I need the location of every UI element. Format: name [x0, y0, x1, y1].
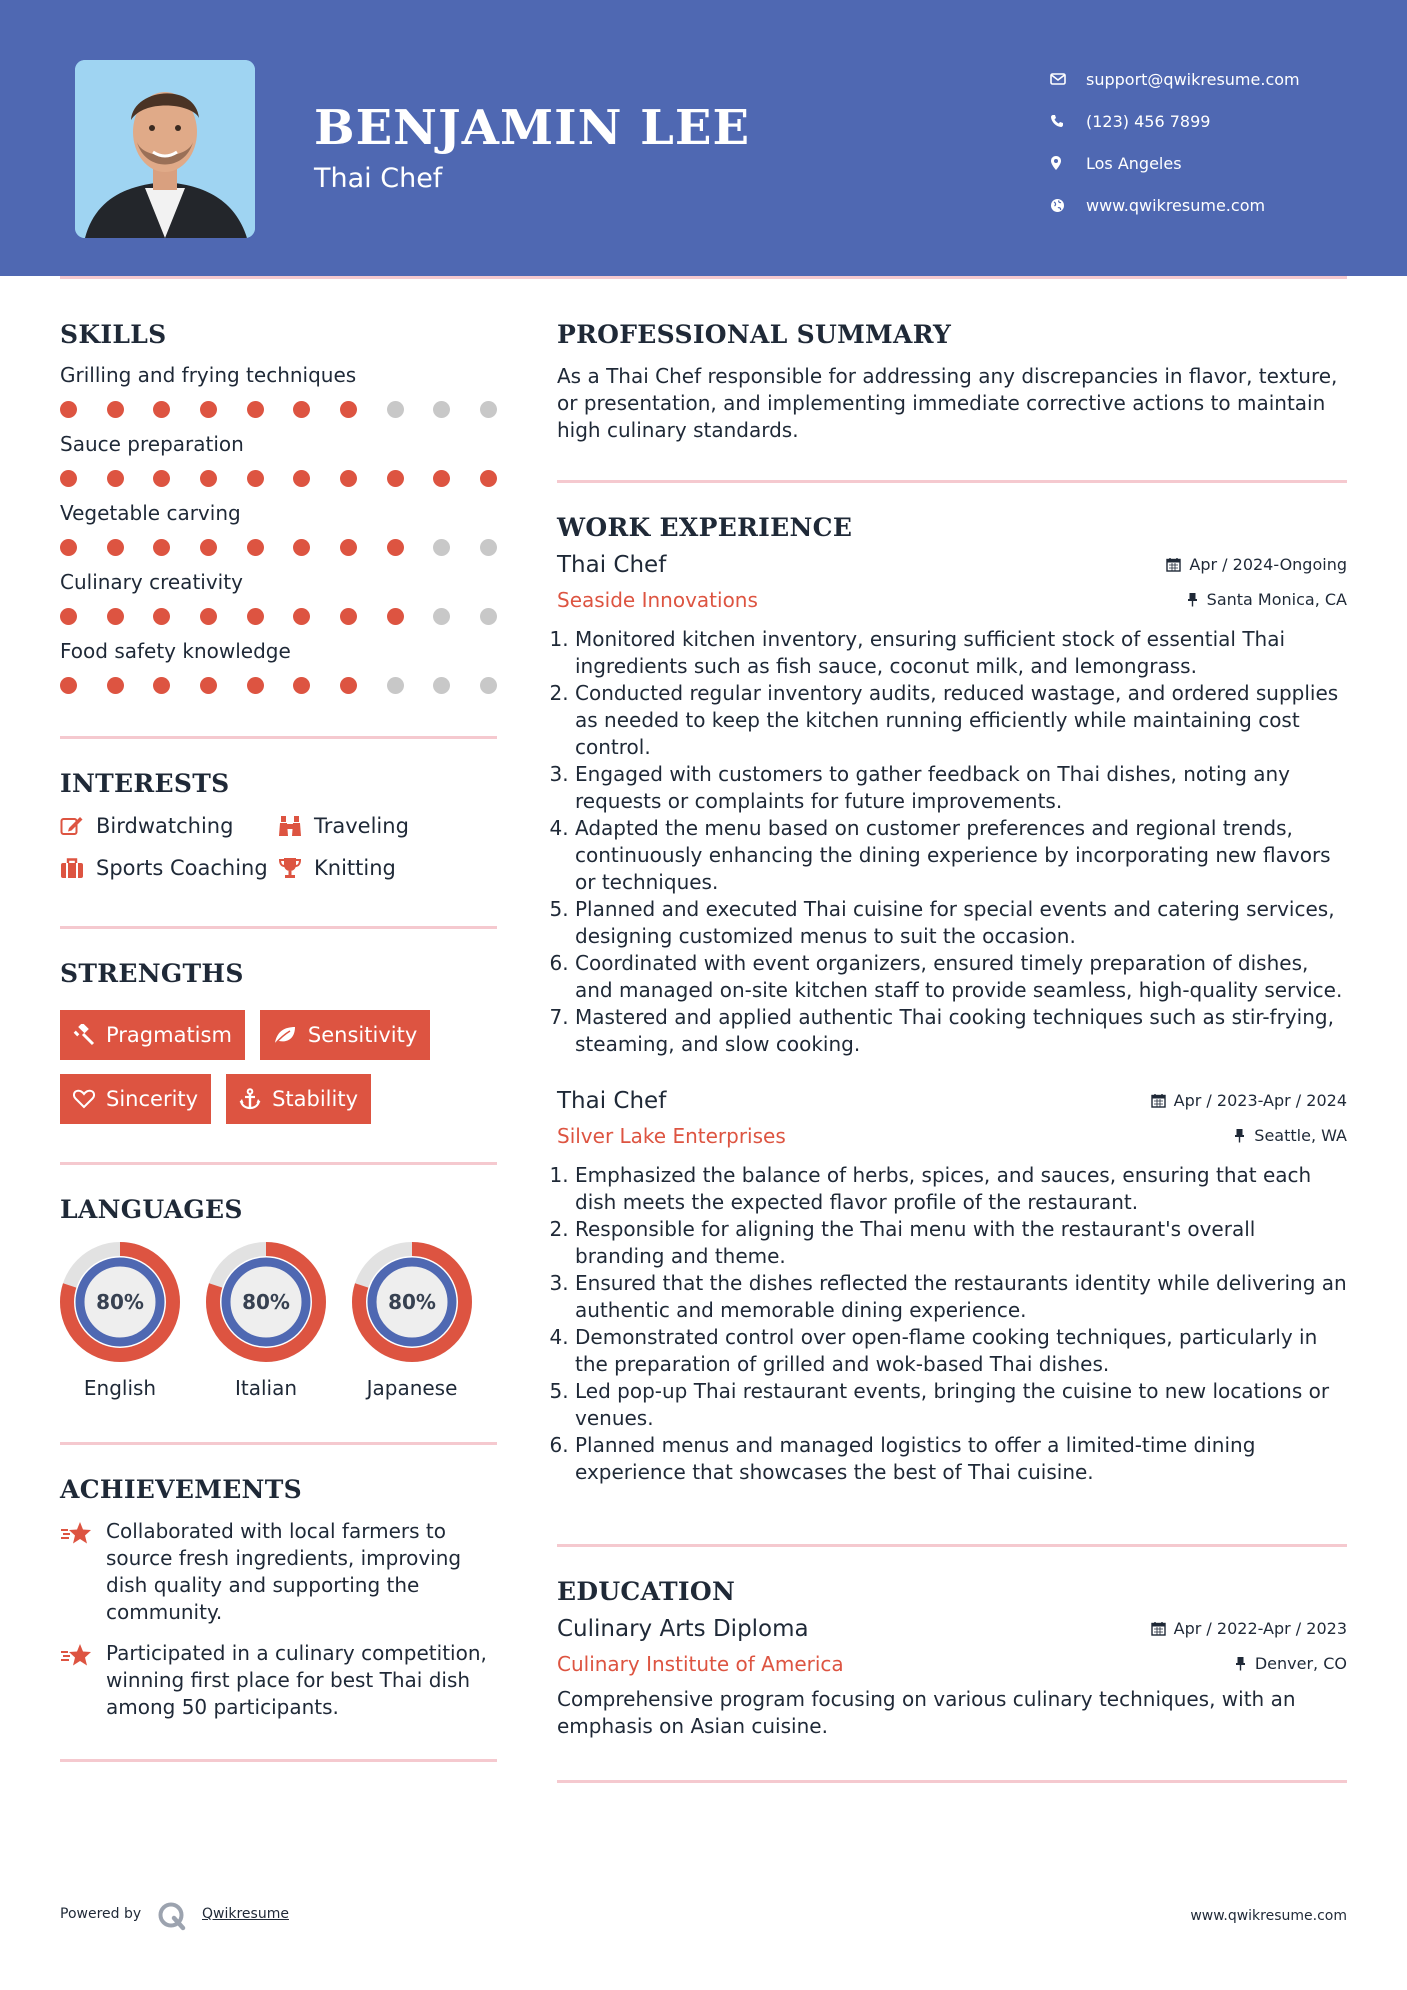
strength-label: Sensitivity	[307, 1023, 418, 1047]
rating-dot-filled	[387, 608, 404, 625]
contact-phone-text: (123) 456 7899	[1086, 111, 1211, 131]
responsibility-item: 5. Led pop-up Thai restaurant events, bringing the cuisine to new locations or venues.	[575, 1378, 1347, 1432]
rating-dot-empty	[387, 401, 404, 418]
rating-dot-filled	[60, 677, 77, 694]
interest-item	[278, 856, 497, 880]
strength-label: Pragmatism	[106, 1023, 232, 1047]
rating-dot-filled	[293, 677, 310, 694]
school-name: Culinary Institute of America	[557, 1652, 844, 1676]
strength-label: Stability	[272, 1087, 359, 1111]
candidate-name: BENJAMIN LEE	[314, 100, 751, 156]
rating-dot-filled	[200, 401, 217, 418]
heart-icon	[73, 1089, 95, 1109]
job-entry	[557, 552, 1347, 1058]
responsibility-item: 2. Responsible for aligning the Thai menu with the restaurant's overall branding and theme.	[575, 1216, 1347, 1270]
pushpin-icon	[1234, 1128, 1245, 1143]
achievements-list	[60, 1518, 497, 1721]
phone-icon	[1050, 114, 1086, 128]
leaf-icon	[273, 1025, 297, 1045]
rating-dot-filled	[247, 401, 264, 418]
language-name: English	[83, 1376, 157, 1400]
jobs-list	[557, 552, 1347, 1486]
resume-header	[0, 0, 1407, 276]
section-divider	[60, 1442, 497, 1445]
section-divider	[557, 1780, 1347, 1783]
rating-dot-filled	[293, 401, 310, 418]
summary-text: As a Thai Chef responsible for addressing any discrepancies in flavor, texture, or presentation, and implementing immediate corrective actions to maintain high culinary standards.	[557, 364, 1338, 442]
language-name: Italian	[234, 1376, 298, 1400]
skill-rating	[60, 470, 497, 487]
education-description: Comprehensive program focusing on various culinary techniques, with an emphasis on Asian cuisine.	[557, 1687, 1296, 1738]
rating-dot-filled	[387, 539, 404, 556]
footer-url[interactable]: www.qwikresume.com	[1190, 1908, 1347, 1924]
responsibility-item: 4. Demonstrated control over open-flame cooking techniques, particularly in the preparation of grilled and wok-based Thai dishes.	[575, 1324, 1347, 1378]
responsibility-item: 6. Planned menus and managed logistics to offer a limited-time dining experience that showcases the best of Thai cuisine.	[575, 1432, 1347, 1486]
section-divider	[557, 1544, 1347, 1547]
gavel-icon	[73, 1024, 95, 1046]
achievement-text: Collaborated with local farmers to source fresh ingredients, improving dish quality and supporting the community.	[106, 1519, 462, 1624]
rating-dot-filled	[247, 539, 264, 556]
education-location-text: Denver, CO	[1254, 1654, 1347, 1673]
anchor-icon	[239, 1088, 261, 1110]
rating-dot-empty	[480, 608, 497, 625]
language-item	[352, 1242, 472, 1400]
responsibility-item: 7. Mastered and applied authentic Thai cooking techniques such as stir-frying, steaming, and slow cooking.	[575, 1004, 1347, 1058]
language-item	[206, 1242, 326, 1400]
rating-dot-filled	[107, 677, 124, 694]
candidate-title: Thai Chef	[314, 163, 443, 194]
rating-dot-filled	[60, 608, 77, 625]
contact-website-text: www.qwikresume.com	[1086, 195, 1266, 215]
rating-dot-filled	[247, 470, 264, 487]
powered-by-text: Powered by	[60, 1906, 142, 1922]
company-name: Silver Lake Enterprises	[557, 1124, 786, 1148]
strengths-list	[60, 1010, 497, 1124]
rating-dot-filled	[340, 470, 357, 487]
language-percent: 80%	[242, 1290, 290, 1314]
interest-label: Birdwatching	[96, 814, 234, 838]
calendar-icon	[1151, 1621, 1166, 1636]
responsibility-item: 4. Adapted the menu based on customer preferences and regional trends, continuously enhancing the dining experience by incorporating new flavors or techniques.	[575, 815, 1347, 896]
skill-rating	[60, 539, 497, 556]
achievement-text: Participated in a culinary competition, winning first place for best Thai dish among 50 participants.	[106, 1641, 487, 1719]
section-divider	[557, 480, 1347, 483]
education-location	[1235, 1654, 1347, 1673]
binoculars-icon	[278, 815, 314, 837]
job-date	[1151, 1091, 1347, 1110]
job-entry	[557, 1088, 1347, 1486]
rating-dot-filled	[480, 470, 497, 487]
language-proficiency-ring	[352, 1242, 472, 1362]
rating-dot-filled	[200, 608, 217, 625]
education-heading: EDUCATION	[557, 1577, 736, 1606]
skill-name: Culinary creativity	[60, 570, 243, 594]
strength-badge	[260, 1010, 430, 1060]
strengths-heading: STRENGTHS	[60, 959, 244, 988]
rating-dot-filled	[200, 470, 217, 487]
calendar-icon	[1166, 557, 1181, 572]
rating-dot-empty	[433, 608, 450, 625]
languages-heading: LANGUAGES	[60, 1195, 243, 1224]
responsibility-item: 2. Conducted regular inventory audits, reduced wastage, and ordered supplies as needed to keep the kitchen running efficiently while maintaining cost control.	[575, 680, 1347, 761]
achievement-item	[60, 1640, 497, 1721]
rating-dot-filled	[153, 677, 170, 694]
section-divider	[60, 1759, 497, 1762]
brand-link[interactable]: Qwikresume	[202, 1906, 289, 1922]
rating-dot-filled	[340, 677, 357, 694]
pencil-icon	[60, 815, 96, 837]
rating-dot-filled	[153, 470, 170, 487]
rating-dot-empty	[387, 677, 404, 694]
star-icon	[60, 1518, 106, 1626]
rating-dot-filled	[293, 539, 310, 556]
job-date	[1166, 555, 1347, 574]
language-percent: 80%	[388, 1290, 436, 1314]
achievements-heading: ACHIEVEMENTS	[60, 1475, 302, 1504]
trophy-icon	[278, 857, 314, 879]
rating-dot-filled	[60, 539, 77, 556]
left-column	[60, 320, 497, 1762]
job-title: Thai Chef	[557, 552, 667, 578]
rating-dot-filled	[387, 470, 404, 487]
page-footer	[60, 1900, 1347, 1930]
languages-list	[60, 1242, 497, 1400]
right-column	[557, 320, 1347, 1783]
job-date-text: Apr / 2023-Apr / 2024	[1173, 1091, 1347, 1110]
skill-rating	[60, 677, 497, 694]
strength-badge	[60, 1074, 211, 1124]
company-name: Seaside Innovations	[557, 588, 758, 612]
skill-rating	[60, 401, 497, 418]
contact-location	[1050, 142, 1370, 184]
language-proficiency-ring	[206, 1242, 326, 1362]
header-divider	[60, 276, 1347, 279]
contact-email[interactable]	[1050, 58, 1370, 100]
rating-dot-filled	[107, 470, 124, 487]
contact-phone[interactable]	[1050, 100, 1370, 142]
strength-label: Sincerity	[106, 1087, 199, 1111]
interest-label: Knitting	[314, 856, 396, 880]
interest-item	[60, 856, 278, 880]
envelope-icon	[1050, 72, 1086, 86]
skill-rating	[60, 608, 497, 625]
job-date-text: Apr / 2024-Ongoing	[1189, 555, 1347, 574]
language-proficiency-ring	[60, 1242, 180, 1362]
rating-dot-filled	[200, 677, 217, 694]
briefcase-icon	[60, 857, 96, 879]
responsibility-item: 6. Coordinated with event organizers, ensured timely preparation of dishes, and managed on-site kitchen staff to provide seamless, high-quality service.	[575, 950, 1347, 1004]
rating-dot-filled	[340, 401, 357, 418]
rating-dot-empty	[480, 677, 497, 694]
job-title: Thai Chef	[557, 1088, 667, 1114]
rating-dot-filled	[433, 470, 450, 487]
map-pin-icon	[1050, 155, 1086, 171]
rating-dot-empty	[433, 539, 450, 556]
rating-dot-filled	[247, 608, 264, 625]
responsibility-item: 1. Emphasized the balance of herbs, spices, and sauces, ensuring that each dish meets the expected flavor profile of the restaurant.	[575, 1162, 1347, 1216]
section-divider	[60, 1162, 497, 1165]
rating-dot-filled	[153, 539, 170, 556]
rating-dot-filled	[153, 608, 170, 625]
skill-name: Grilling and frying techniques	[60, 363, 357, 387]
job-location	[1187, 590, 1347, 609]
job-location-text: Seattle, WA	[1254, 1126, 1347, 1145]
section-divider	[60, 736, 497, 739]
job-location	[1234, 1126, 1347, 1145]
interest-item	[60, 814, 278, 838]
skills-heading: SKILLS	[60, 320, 167, 349]
profile-photo	[75, 60, 255, 238]
rating-dot-filled	[107, 539, 124, 556]
job-location-text: Santa Monica, CA	[1206, 590, 1347, 609]
rating-dot-filled	[60, 401, 77, 418]
rating-dot-filled	[107, 608, 124, 625]
summary-heading: PROFESSIONAL SUMMARY	[557, 320, 952, 349]
skill-name: Food safety knowledge	[60, 639, 291, 663]
rating-dot-empty	[480, 401, 497, 418]
job-responsibilities	[557, 1162, 1347, 1486]
rating-dot-filled	[247, 677, 264, 694]
rating-dot-empty	[480, 539, 497, 556]
degree-title: Culinary Arts Diploma	[557, 1616, 809, 1642]
pushpin-icon	[1187, 592, 1198, 607]
strength-badge	[226, 1074, 371, 1124]
contact-email-text: support@qwikresume.com	[1086, 69, 1300, 89]
skill-name: Sauce preparation	[60, 432, 244, 456]
education-date	[1151, 1619, 1347, 1638]
experience-heading: WORK EXPERIENCE	[557, 513, 853, 542]
rating-dot-filled	[293, 608, 310, 625]
rating-dot-filled	[293, 470, 310, 487]
interest-label: Sports Coaching	[96, 856, 268, 880]
rating-dot-filled	[200, 539, 217, 556]
qwikresume-logo-icon	[156, 1900, 188, 1936]
contact-list	[1050, 58, 1370, 226]
interests-list	[60, 814, 497, 880]
responsibility-item: 3. Engaged with customers to gather feedback on Thai dishes, noting any requests or complaints for future improvements.	[575, 761, 1347, 815]
language-name: Japanese	[366, 1376, 458, 1400]
job-responsibilities	[557, 626, 1347, 1058]
contact-website[interactable]	[1050, 184, 1370, 226]
responsibility-item: 1. Monitored kitchen inventory, ensuring sufficient stock of essential Thai ingredients such as fish sauce, coconut milk, and lemongrass.	[575, 626, 1347, 680]
rating-dot-filled	[340, 539, 357, 556]
language-item	[60, 1242, 180, 1400]
calendar-icon	[1151, 1093, 1166, 1108]
rating-dot-empty	[433, 677, 450, 694]
education-entry	[557, 1616, 1347, 1740]
interest-item	[278, 814, 497, 838]
rating-dot-filled	[340, 608, 357, 625]
star-icon	[60, 1640, 106, 1721]
interest-label: Traveling	[314, 814, 409, 838]
interests-heading: INTERESTS	[60, 769, 230, 798]
achievement-item	[60, 1518, 497, 1626]
education-date-text: Apr / 2022-Apr / 2023	[1173, 1619, 1347, 1638]
section-divider	[60, 926, 497, 929]
responsibility-item: 5. Planned and executed Thai cuisine for special events and catering services, designing customized menus to suit the occasion.	[575, 896, 1347, 950]
responsibility-item: 3. Ensured that the dishes reflected the restaurants identity while delivering an authentic and memorable dining experience.	[575, 1270, 1347, 1324]
rating-dot-filled	[153, 401, 170, 418]
pushpin-icon	[1235, 1656, 1246, 1671]
language-percent: 80%	[96, 1290, 144, 1314]
rating-dot-empty	[433, 401, 450, 418]
skill-name: Vegetable carving	[60, 501, 241, 525]
globe-icon	[1050, 198, 1086, 213]
rating-dot-filled	[60, 470, 77, 487]
contact-location-text: Los Angeles	[1086, 153, 1182, 173]
strength-badge	[60, 1010, 245, 1060]
rating-dot-filled	[107, 401, 124, 418]
skills-list	[60, 363, 497, 694]
